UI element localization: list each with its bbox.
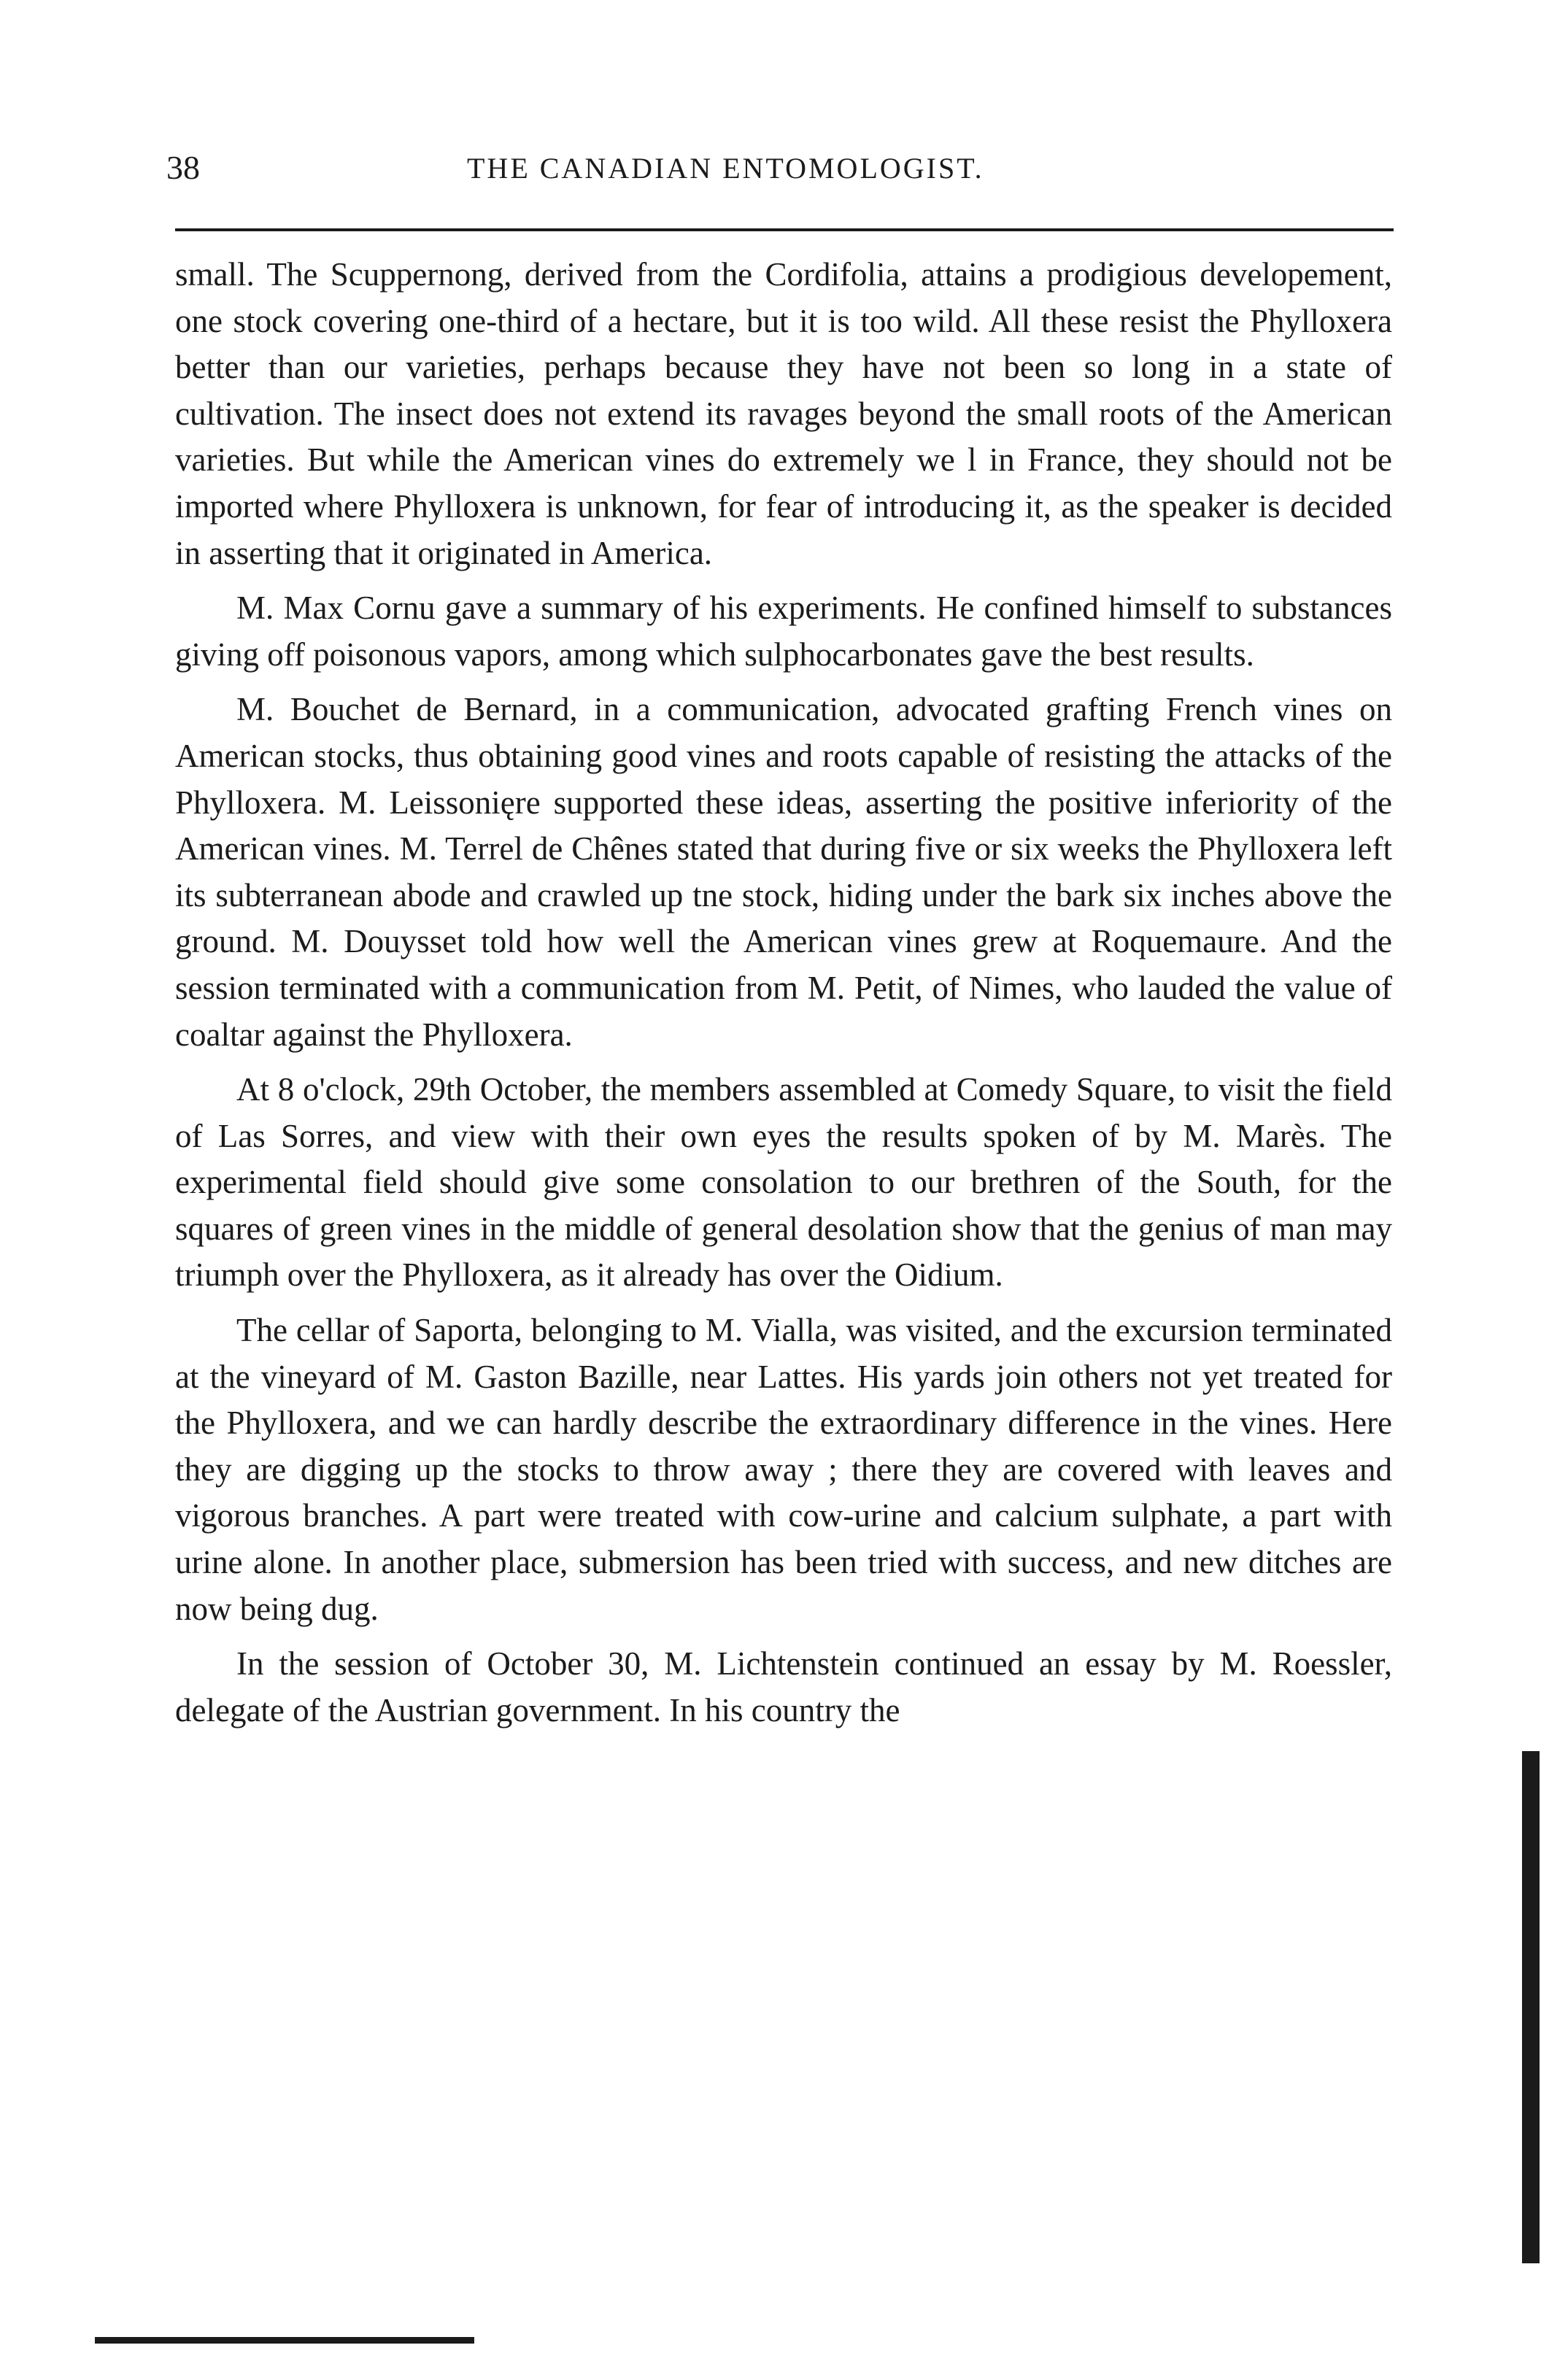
journal-title: THE CANADIAN ENTOMOLOGIST.	[467, 152, 984, 185]
paragraph-excursion: At 8 o'clock, 29th October, the members assembled at Comedy Square, to visit the field of Las Sorres, and view with their own eyes the results spoken of by M. Marès. The experimental field should give some consolation to our brethren of the South, for the squares of green vines in the middle of general desolation show that the genius of man may triumph over the Phylloxera, as it already has over the Oidium.	[175, 1071, 1392, 1294]
paragraph-saporta: The cellar of Saporta, belonging to M. Vialla, was visited, and the excursion terminated at the vineyard of M. Gaston Bazille, near Lattes. His yards join others not yet treated for the Phylloxera, and we can hardly describe the extraordinary difference in the vines. Here they are digging up the stocks to throw away ; there they are covered with leaves and vigorous branches. A part were treated with cow-urine and calcium sulphate, a part with urine alone. In another place, submersion has been tried with success, and new ditches are now being dug.	[175, 1312, 1392, 1627]
paragraph-session: In the session of October 30, M. Lichtenstein continued an essay by M. Roessler, delegate of the Austrian government. In his country the	[175, 1645, 1392, 1728]
paragraph-continued: small. The Scuppernong, derived from the Cordifolia, attains a prodigious developement, one stock covering one-third of a hectare, but it is too wild. All these resist the Phylloxera better than our varieties, perhaps because they have not been so long in a state of cultivation. The insect does not extend its ravages beyond the small roots of the American varieties. But while the American vines do extremely we l in France, they should not be imported where Phylloxera is unknown, for fear of introducing it, as the speaker is decided in asserting that it originated in America.	[175, 256, 1392, 571]
page-number: 38	[166, 149, 200, 186]
paragraph-bouchet: M. Bouchet de Bernard, in a communication, advocated grafting French vines on American stocks, thus obtaining good vines and roots capable of resisting the attacks of the Phylloxera. M. Leissonięre supported these ideas, asserting the positive inferiority of the American vines. M. Terrel de Chênes stated that during five or six weeks the Phylloxera left its subterranean abode and crawled up tne stock, hiding under the bark six inches above the ground. M. Douysset told how well the American vines grew at Roquemaure. And the session terminated with a communication from M. Petit, of Nimes, who lauded the value of coaltar against the Phylloxera.	[175, 691, 1392, 1053]
header-rule	[175, 228, 1394, 231]
article-body	[175, 252, 1392, 1742]
paragraph-cornu: M. Max Cornu gave a summary of his experiments. He confined himself to substances giving off poisonous vapors, among which sulphocarbonates gave the best results.	[175, 590, 1392, 673]
footer-rule	[95, 2337, 474, 2344]
page-edge-shadow	[1522, 1751, 1540, 2263]
